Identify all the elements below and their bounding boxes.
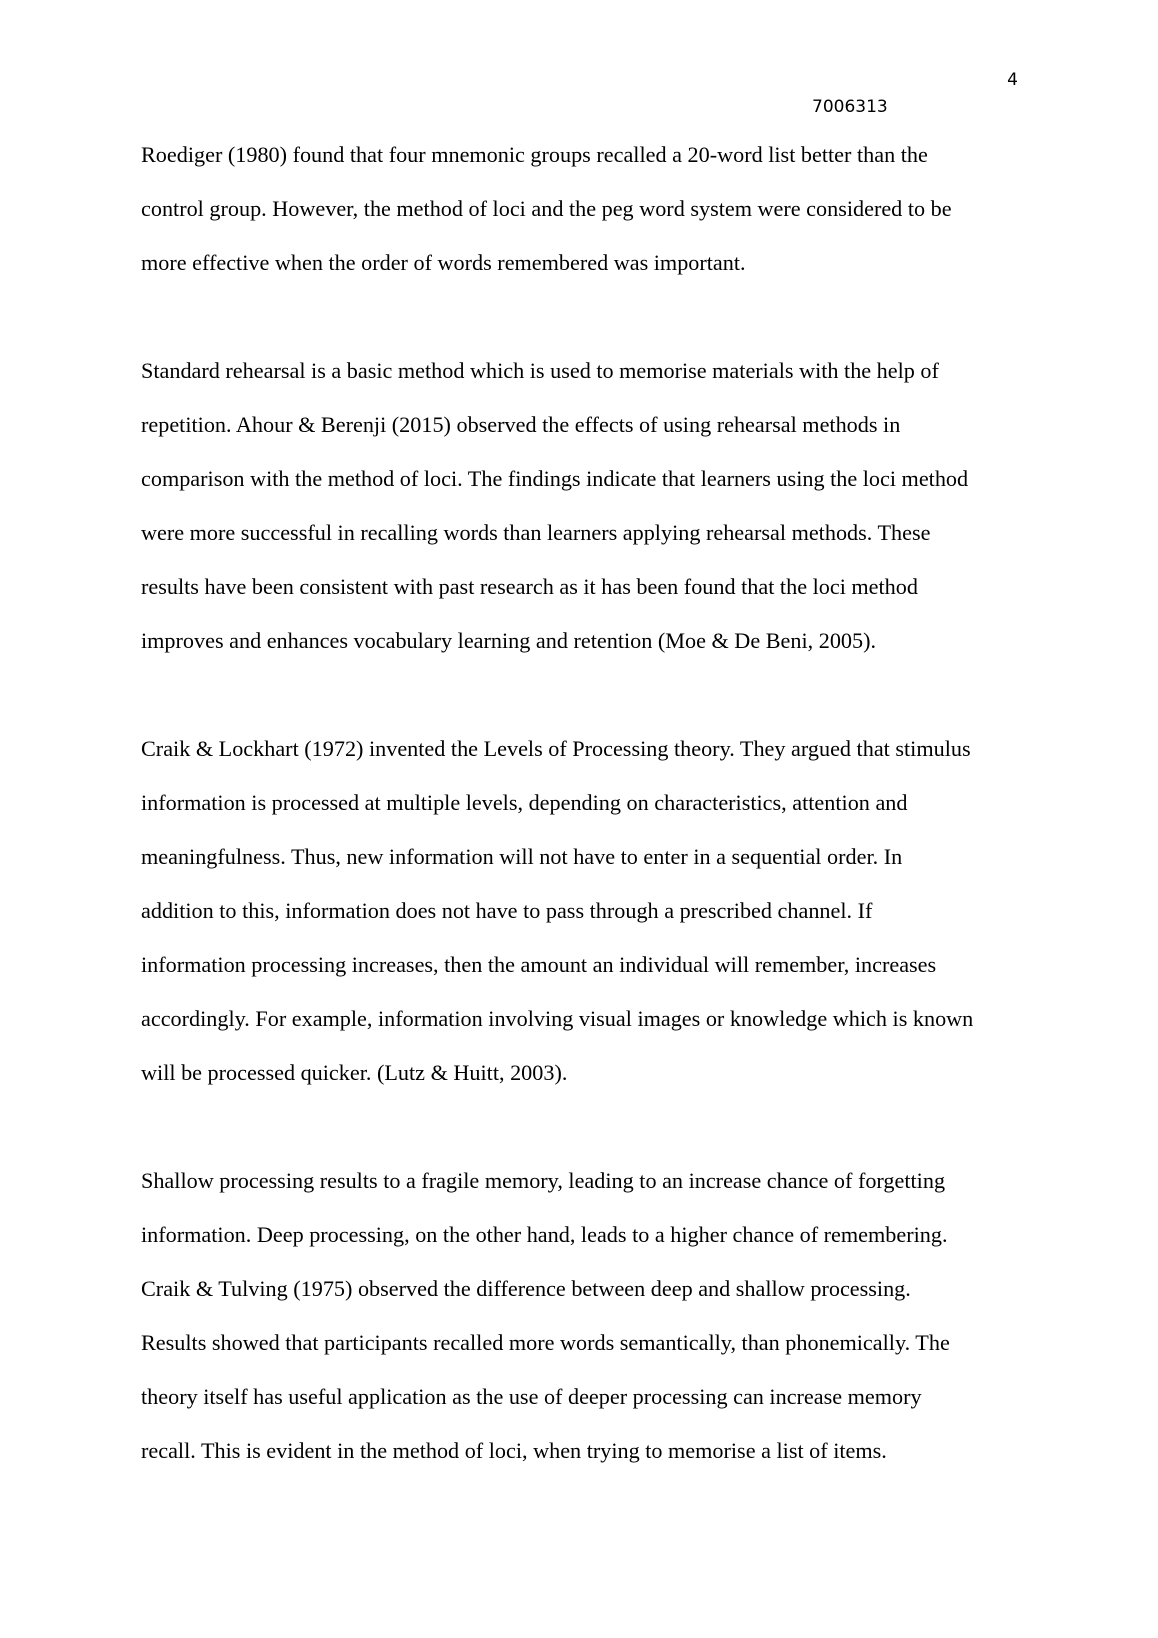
paragraph-levels-of-processing (141, 722, 1031, 1100)
page-number: 4 (1007, 70, 1018, 90)
text-line: will be processed quicker. (Lutz & Huitt, 2003). (141, 1060, 568, 1085)
text-line: Shallow processing results to a fragile memory, leading to an increase chance of forgetting (141, 1168, 946, 1193)
text-line: were more successful in recalling words than learners applying rehearsal methods. These (141, 520, 931, 545)
text-line: meaningfulness. Thus, new information will not have to enter in a sequential order. In (141, 844, 903, 869)
text-line: comparison with the method of loci. The findings indicate that learners using the loci method (141, 466, 969, 491)
text-line: Roediger (1980) found that four mnemonic groups recalled a 20-word list better than the (141, 142, 928, 167)
text-line: Results showed that participants recalled more words semantically, than phonemically. The (141, 1330, 950, 1355)
text-line: information is processed at multiple levels, depending on characteristics, attention and (141, 790, 908, 815)
text-line: addition to this, information does not have to pass through a prescribed channel. If (141, 898, 873, 923)
text-line: more effective when the order of words remembered was important. (141, 250, 746, 275)
text-line: improves and enhances vocabulary learning and retention (Moe & De Beni, 2005). (141, 628, 877, 653)
text-line: information. Deep processing, on the other hand, leads to a higher chance of remembering. (141, 1222, 948, 1247)
text-line: Craik & Lockhart (1972) invented the Levels of Processing theory. They argued that stimulus (141, 736, 971, 761)
paragraph-standard-rehearsal (141, 344, 1031, 668)
running-head: 7006313 (812, 97, 888, 117)
body-text (141, 128, 1031, 1532)
text-line: information processing increases, then the amount an individual will remember, increases (141, 952, 937, 977)
text-line: theory itself has useful application as the use of deeper processing can increase memory (141, 1384, 922, 1409)
text-line: accordingly. For example, information involving visual images or knowledge which is known (141, 1006, 974, 1031)
text-line: results have been consistent with past research as it has been found that the loci method (141, 574, 918, 599)
text-line: repetition. Ahour & Berenji (2015) observed the effects of using rehearsal methods in (141, 412, 901, 437)
paragraph-shallow-processing (141, 1154, 1031, 1478)
paragraph-roediger (141, 128, 1031, 290)
text-line: Craik & Tulving (1975) observed the difference between deep and shallow processing. (141, 1276, 911, 1301)
text-line: recall. This is evident in the method of loci, when trying to memorise a list of items. (141, 1438, 887, 1463)
text-line: Standard rehearsal is a basic method which is used to memorise materials with the help of (141, 358, 939, 383)
text-line: control group. However, the method of loci and the peg word system were considered to be (141, 196, 952, 221)
